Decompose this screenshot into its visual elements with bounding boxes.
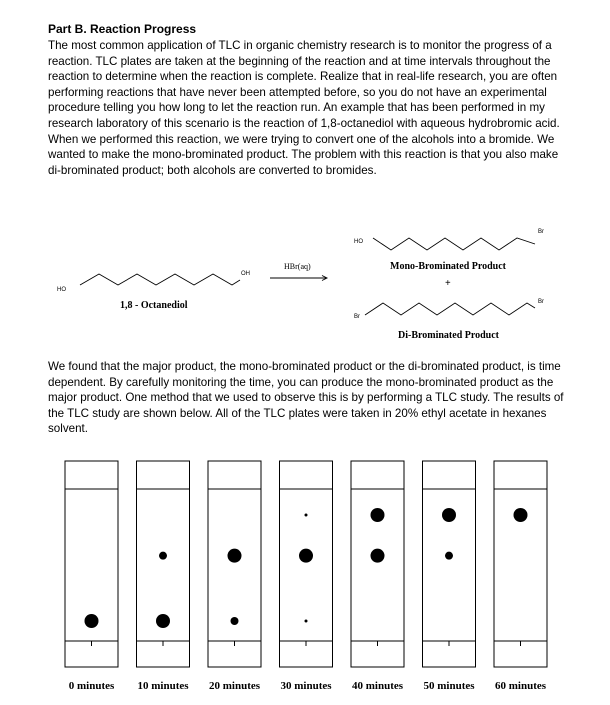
plus-sign: + [445, 278, 451, 289]
tlc-plate-6 [423, 461, 476, 667]
plate-outline [137, 461, 190, 667]
atom-ho-left: HO [57, 287, 66, 293]
atom-oh-right: OH [241, 271, 250, 277]
time-label: 10 minutes [137, 680, 189, 692]
plate-outline [208, 461, 261, 667]
tlc-spot [442, 508, 456, 522]
atom-br-di-left: Br [354, 314, 360, 320]
plate-outline [423, 461, 476, 667]
tlc-spot [371, 508, 385, 522]
plate-outline [65, 461, 118, 667]
tlc-spot [231, 617, 239, 625]
atom-ho-mono: HO [354, 239, 363, 245]
time-label: 0 minutes [68, 680, 115, 692]
tlc-spot [228, 549, 242, 563]
tlc-spot [514, 508, 528, 522]
plate-outline [494, 461, 547, 667]
tlc-plate-2 [137, 461, 190, 667]
tlc-spot [299, 549, 313, 563]
section-heading: Part B. Reaction Progress [48, 22, 197, 36]
intro-paragraph: The most common application of TLC in organic chemistry research is to monitor the progress of a reaction. TLC plates are taken at the beginning of the reaction and at time intervals throughout the reaction to determine when the reaction is complete. Realize that in real-life research, you are often performing reactions that have never been attempted before, so you do not have an experimental procedure telling you how long to let the reaction run. An example that has been performed in my research laboratory of this scenario is the reaction of 1,8-octanediol with aqueous hydrobromic acid. When we performed this reaction, we were trying to convert one of the alcohols into a bromide. We wanted to make the mono-brominated product. The problem with this reaction is that you also make di-brominated product; both alcohols are converted to bromides. [48, 39, 560, 177]
time-label: 20 minutes [208, 680, 261, 692]
tlc-spot [305, 514, 308, 517]
tlc-plate-7 [494, 461, 547, 667]
tlc-spot [85, 614, 99, 628]
tlc-plate-1 [65, 461, 118, 667]
tlc-spot [445, 552, 453, 560]
time-label: 40 minutes [351, 680, 404, 692]
mono-product-label: Mono-Brominated Product [390, 261, 507, 272]
plate-outline [280, 461, 333, 667]
tlc-plate-3 [208, 461, 261, 667]
tlc-spot [305, 620, 308, 623]
plate-outline [351, 461, 404, 667]
atom-br-mono: Br [538, 229, 544, 235]
tlc-plate-4 [280, 461, 333, 667]
time-label: 60 minutes [494, 680, 547, 692]
atom-br-di-right: Br [538, 299, 544, 305]
tlc-spot [371, 549, 385, 563]
tlc-plate-5 [351, 461, 404, 667]
reactant-name: 1,8 - Octanediol [120, 300, 188, 311]
reagent-label: HBr(aq) [284, 262, 311, 271]
time-label: 30 minutes [280, 680, 332, 692]
tlc-spot [156, 614, 170, 628]
di-product-label: Di-Brominated Product [398, 330, 500, 341]
time-label: 50 minutes [423, 680, 475, 692]
tlc-spot [159, 552, 167, 560]
tlc-paragraph: We found that the major product, the mono-brominated product or the di-brominated product, is time dependent. By carefully monitoring the time, you can produce the mono-brominated product as the major product. One method that we used to observe this is by performing a TLC study. The results of the TLC study are shown below. All of the TLC plates were taken in 20% ethyl acetate in hexanes solvent. [48, 360, 564, 436]
